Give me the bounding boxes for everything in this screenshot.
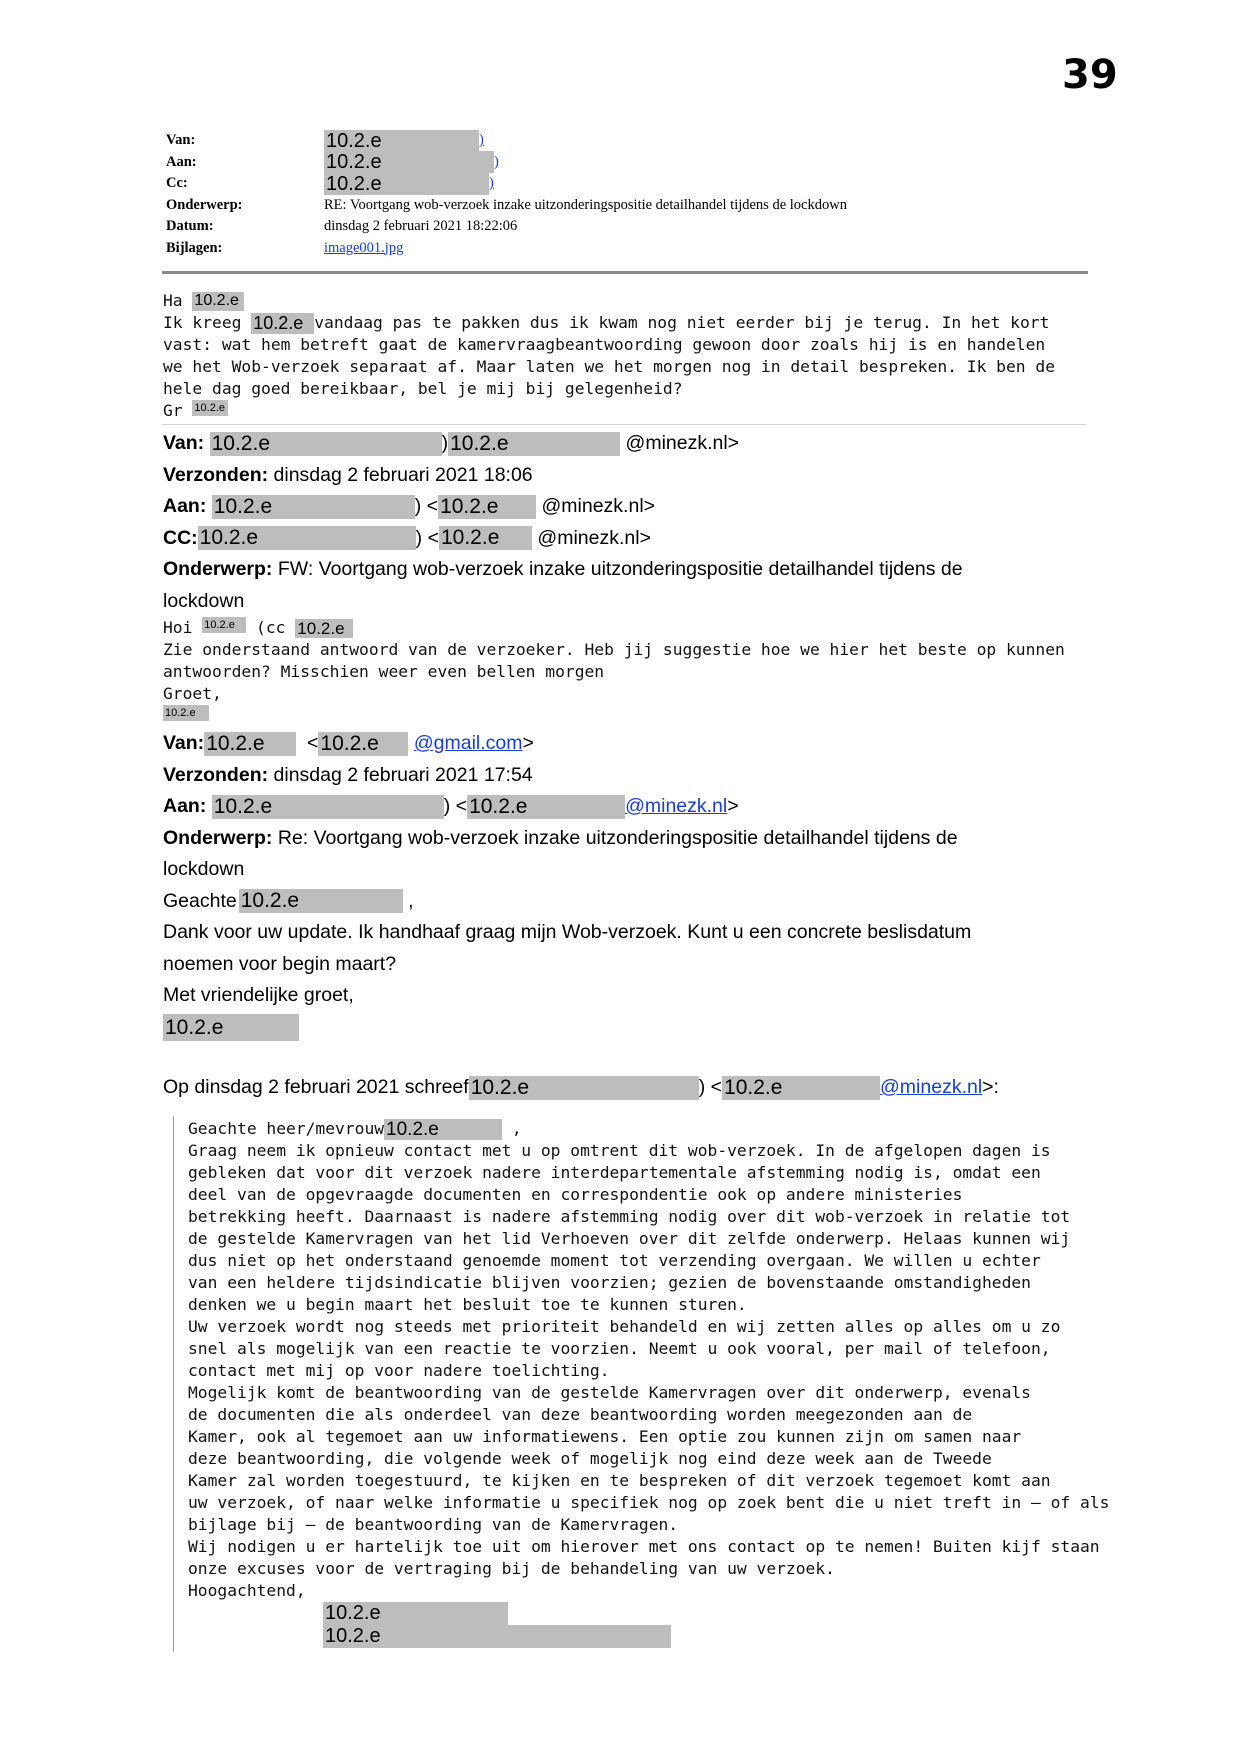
quote-greeting-line bbox=[188, 1118, 1094, 1140]
redacted-block: 10.2.e bbox=[295, 619, 353, 639]
fw2-message bbox=[163, 728, 1093, 1043]
fw1-greeting-line bbox=[163, 617, 1093, 639]
fw2-onderwerp-label: Onderwerp: bbox=[163, 826, 273, 849]
paren: ) < bbox=[443, 795, 468, 817]
fw1-cc-open: (cc bbox=[256, 618, 286, 637]
fw1-aan-label: Aan: bbox=[163, 495, 207, 517]
fw2-geachte: Geachte bbox=[163, 889, 237, 912]
reply-text: Ik kreeg bbox=[163, 313, 242, 332]
redacted-block: 10.2.e bbox=[192, 292, 244, 310]
quote-line: dus niet op het onderstaand genoemde moment tot verzending overgaan. We willen u echter bbox=[188, 1251, 1041, 1271]
fw2-van-label: Van: bbox=[163, 732, 205, 754]
header-van-label: Van: bbox=[166, 132, 196, 148]
quote-line: snel als mogelijk van een reactie te voorzien. Neemt u ook vooral, per mail of telefoon, bbox=[188, 1339, 1051, 1359]
quote-signature-line bbox=[188, 1625, 1094, 1648]
fw1-body-line: Zie onderstaand antwoord van de verzoeker. Heb jij suggestie hoe we hier het beste op kunnen bbox=[163, 640, 1065, 659]
quote-line: deze beantwoording, die volgende week of mogelijk nog eind deze week aan de Tweede bbox=[188, 1449, 992, 1469]
fw2-van-line bbox=[163, 728, 1093, 760]
fw2-body-line: noemen voor begin maart? bbox=[163, 952, 397, 975]
quote-line: de gestelde Kamervragen van het lid Verhoeven over dit zelfde onderwerp. Helaas kunnen wij bbox=[188, 1229, 1071, 1249]
fw1-body-line: antwoorden? Misschien weer even bellen morgen bbox=[163, 662, 605, 681]
quote-line: uw verzoek, of naar welke informatie u specifiek nog op zoek bent die u niet treft in – of als bbox=[188, 1493, 1110, 1513]
fw1-verzonden-label: Verzonden: bbox=[163, 463, 269, 486]
paren: ) < bbox=[414, 495, 439, 517]
redacted-block: 10.2.e bbox=[439, 526, 532, 550]
paren: ) < bbox=[415, 526, 439, 549]
redacted-block: 10.2.e bbox=[198, 526, 416, 550]
header-cc-paren: ) bbox=[489, 175, 494, 191]
fw1-greeting: Hoi bbox=[163, 618, 193, 637]
reply-greeting: Ha bbox=[163, 291, 183, 310]
fw2-closing: Met vriendelijke groet, bbox=[163, 984, 354, 1006]
header-datum-value: dinsdag 2 februari 2021 18:22:06 bbox=[324, 218, 518, 234]
gt: > bbox=[522, 732, 534, 754]
fw2-onderwerp-line2: lockdown bbox=[163, 858, 245, 880]
paren: ) < bbox=[698, 1076, 723, 1098]
quote-line: de documenten die als onderdeel van deze beantwoording worden meegezonden aan de bbox=[188, 1405, 973, 1425]
fw1-groet: Groet, bbox=[163, 684, 222, 703]
fw1-domain: @minezk.nl> bbox=[541, 495, 656, 517]
redacted-block: 10.2.e bbox=[469, 1076, 699, 1100]
gt: > bbox=[727, 795, 739, 817]
header-aan-paren: ) bbox=[494, 153, 499, 170]
quote-line: Mogelijk komt de beantwoording van de gestelde Kamervragen over dit onderwerp, evenals bbox=[188, 1383, 1031, 1403]
reply-signoff-line bbox=[163, 400, 1093, 422]
comma: , bbox=[511, 1119, 522, 1138]
header-onderwerp-row bbox=[166, 195, 1086, 217]
quote-line: contact met mij op voor nadere toelichting. bbox=[188, 1361, 610, 1381]
redacted-block: 10.2.e bbox=[251, 313, 314, 334]
header-onderwerp-value: RE: Voortgang wob-verzoek inzake uitzonderingspositie detailhandel tijdens de lockdown bbox=[324, 196, 847, 213]
fw1-onderwerp: FW: Voortgang wob-verzoek inzake uitzonderingspositie detailhandel tijdens de bbox=[277, 558, 963, 580]
fw2-geachte-line bbox=[163, 886, 1093, 918]
redacted-block: 10.2.e bbox=[324, 151, 494, 173]
fw2-verzonden-label: Verzonden: bbox=[163, 763, 269, 786]
fw1-domain: @minezk.nl> bbox=[625, 432, 740, 454]
header-van-paren: ) bbox=[479, 132, 484, 148]
redacted-block: 10.2.e bbox=[324, 130, 479, 152]
header-cc-label: Cc: bbox=[166, 175, 188, 191]
quote-intro-line bbox=[163, 1072, 1093, 1104]
redacted-block: 10.2.e bbox=[202, 617, 246, 633]
quote-closing: Hoogachtend, bbox=[188, 1581, 306, 1601]
quote-line: Graag neem ik opnieuw contact met u op omtrent dit wob-verzoek. In de afgelopen dagen is bbox=[188, 1141, 1051, 1161]
page-number: 39 bbox=[1062, 52, 1118, 98]
redacted-block: 10.2.e bbox=[324, 173, 489, 195]
fw2-aan-line bbox=[163, 791, 1093, 823]
attachment-link[interactable]: image001.jpg bbox=[324, 239, 404, 256]
redacted-block: 10.2.e bbox=[448, 432, 620, 456]
fw2-onderwerp: Re: Voortgang wob-verzoek inzake uitzonderingspositie detailhandel tijdens de bbox=[277, 826, 958, 849]
header-bijlagen-label: Bijlagen: bbox=[166, 239, 223, 256]
fw2-aan-label: Aan: bbox=[163, 795, 207, 817]
reply-body bbox=[163, 290, 1093, 422]
redacted-block: 10.2.e bbox=[212, 495, 415, 519]
header-datum-row bbox=[166, 216, 1086, 238]
reply-greeting-line bbox=[163, 290, 1093, 312]
minezk-link[interactable]: @minezk.nl bbox=[625, 795, 728, 817]
quote-intro bbox=[163, 1072, 1093, 1104]
reply-line: hele dag goed bereikbaar, bel je mij bij gelegenheid? bbox=[163, 379, 683, 398]
quote-intro-text: Op dinsdag 2 februari 2021 schreef bbox=[163, 1076, 469, 1098]
redacted-block: 10.2.e bbox=[239, 889, 403, 913]
quote-line: betrekking heeft. Daarnaast is nadere afstemming nodig over dit wob-verzoek in relatie tot bbox=[188, 1207, 1071, 1227]
quote-line: denken we u begin maart het besluit toe te kunnen sturen. bbox=[188, 1295, 747, 1315]
header-cc-row bbox=[166, 173, 1086, 195]
fw1-body bbox=[163, 617, 1093, 721]
redacted-block: 10.2.e bbox=[384, 1119, 502, 1141]
quote-line: deel van de opgevraagde documenten en correspondentie ook op andere ministeries bbox=[188, 1185, 963, 1205]
redacted-block: 10.2.e bbox=[163, 705, 209, 721]
quote-intro-tail: >: bbox=[982, 1076, 999, 1098]
reply-text: vandaag pas te pakken dus ik kwam nog niet eerder bij je terug. In het kort bbox=[314, 313, 1050, 332]
quoted-message bbox=[173, 1116, 1110, 1652]
email-header bbox=[166, 130, 1086, 259]
quote-line: bijlage bij – de beantwoording van de Kamervragen. bbox=[188, 1515, 679, 1535]
fw2-verzonden: dinsdag 2 februari 2021 17:54 bbox=[273, 763, 533, 786]
fw2-onderwerp-line bbox=[163, 823, 1093, 855]
fw1-aan-line bbox=[163, 491, 1093, 523]
header-aan-row bbox=[166, 152, 1086, 174]
fw2-body-line: Dank voor uw update. Ik handhaaf graag mijn Wob-verzoek. Kunt u een concrete beslisdatum bbox=[163, 921, 972, 943]
gmail-link[interactable]: @gmail.com bbox=[413, 732, 523, 754]
quote-line: Kamer zal worden toegestuurd, te kijken en te bespreken of dit verzoek tegemoet komt aan bbox=[188, 1471, 1051, 1491]
minezk-link[interactable]: @minezk.nl bbox=[880, 1076, 983, 1098]
quote-line: Uw verzoek wordt nog steeds met prioriteit behandeld en wij zetten alles op alles om u zo bbox=[188, 1317, 1061, 1337]
header-van-row bbox=[166, 130, 1086, 152]
fw2-verzonden-line bbox=[163, 760, 1093, 792]
redacted-block: 10.2.e bbox=[204, 732, 296, 756]
lt: < bbox=[307, 732, 319, 754]
header-aan-label: Aan: bbox=[166, 153, 197, 170]
quote-line: van een heldere tijdsindicatie blijven voorzien; gezien de bovenstaande omstandigheden bbox=[188, 1273, 1031, 1293]
quote-line: onze excuses voor de vertraging bij de behandeling van uw verzoek. bbox=[188, 1559, 835, 1579]
redacted-block: 10.2.e bbox=[323, 1602, 508, 1625]
reply-line: we het Wob-verzoek separaat af. Maar laten we het morgen nog in detail bespreken. Ik ben de bbox=[163, 357, 1055, 376]
fw1-header bbox=[163, 428, 1093, 617]
fw1-domain: @minezk.nl> bbox=[537, 526, 651, 549]
fw1-onderwerp-line bbox=[163, 554, 1093, 586]
header-datum-label: Datum: bbox=[166, 218, 214, 234]
thread-divider bbox=[162, 424, 1086, 425]
redacted-block: 10.2.e bbox=[212, 795, 444, 819]
fw1-van-line bbox=[163, 428, 1093, 460]
reply-line bbox=[163, 312, 1093, 334]
redacted-block: 10.2.e bbox=[210, 432, 442, 456]
quote-greeting: Geachte heer/mevrouw bbox=[188, 1119, 385, 1138]
fw1-van-label: Van: bbox=[163, 432, 205, 454]
fw1-cc-line bbox=[163, 523, 1093, 555]
quote-line: gebleken dat voor dit verzoek nadere interdepartementale afstemming nodig is, omdat een bbox=[188, 1163, 1041, 1183]
comma: , bbox=[408, 889, 414, 912]
header-onderwerp-label: Onderwerp: bbox=[166, 196, 243, 213]
quote-line: Kamer, ook al tegemoet aan uw informatiewens. Een optie zou kunnen zijn om samen naar bbox=[188, 1427, 1022, 1447]
redacted-block: 10.2.e bbox=[323, 1625, 671, 1648]
fw1-verzonden-line bbox=[163, 460, 1093, 492]
fw1-verzonden: dinsdag 2 februari 2021 18:06 bbox=[273, 463, 533, 486]
fw1-onderwerp-line2: lockdown bbox=[163, 589, 245, 612]
fw1-onderwerp-label: Onderwerp: bbox=[163, 558, 273, 580]
fw2-signature-line bbox=[163, 1012, 1093, 1044]
redacted-block: 10.2.e bbox=[467, 795, 625, 819]
redacted-block: 10.2.e bbox=[318, 732, 408, 756]
fw1-signature-line bbox=[163, 705, 1093, 721]
redacted-block: 10.2.e bbox=[163, 1014, 299, 1041]
reply-line: vast: wat hem betreft gaat de kamervraagbeantwoording gewoon door zoals hij is en handelen bbox=[163, 335, 1046, 354]
header-divider bbox=[162, 271, 1088, 274]
quote-line: Wij nodigen u er hartelijk toe uit om hierover met ons contact op te nemen! Buiten kijf staan bbox=[188, 1537, 1100, 1557]
reply-signoff: Gr bbox=[163, 401, 183, 420]
paren: ) bbox=[441, 432, 449, 454]
redacted-block: 10.2.e bbox=[438, 495, 536, 519]
redacted-block: 10.2.e bbox=[192, 400, 228, 416]
redacted-block: 10.2.e bbox=[722, 1076, 880, 1100]
fw1-cc-label: CC: bbox=[163, 526, 198, 549]
header-bijlagen-row bbox=[166, 238, 1086, 260]
quote-signature-line bbox=[188, 1602, 1094, 1625]
